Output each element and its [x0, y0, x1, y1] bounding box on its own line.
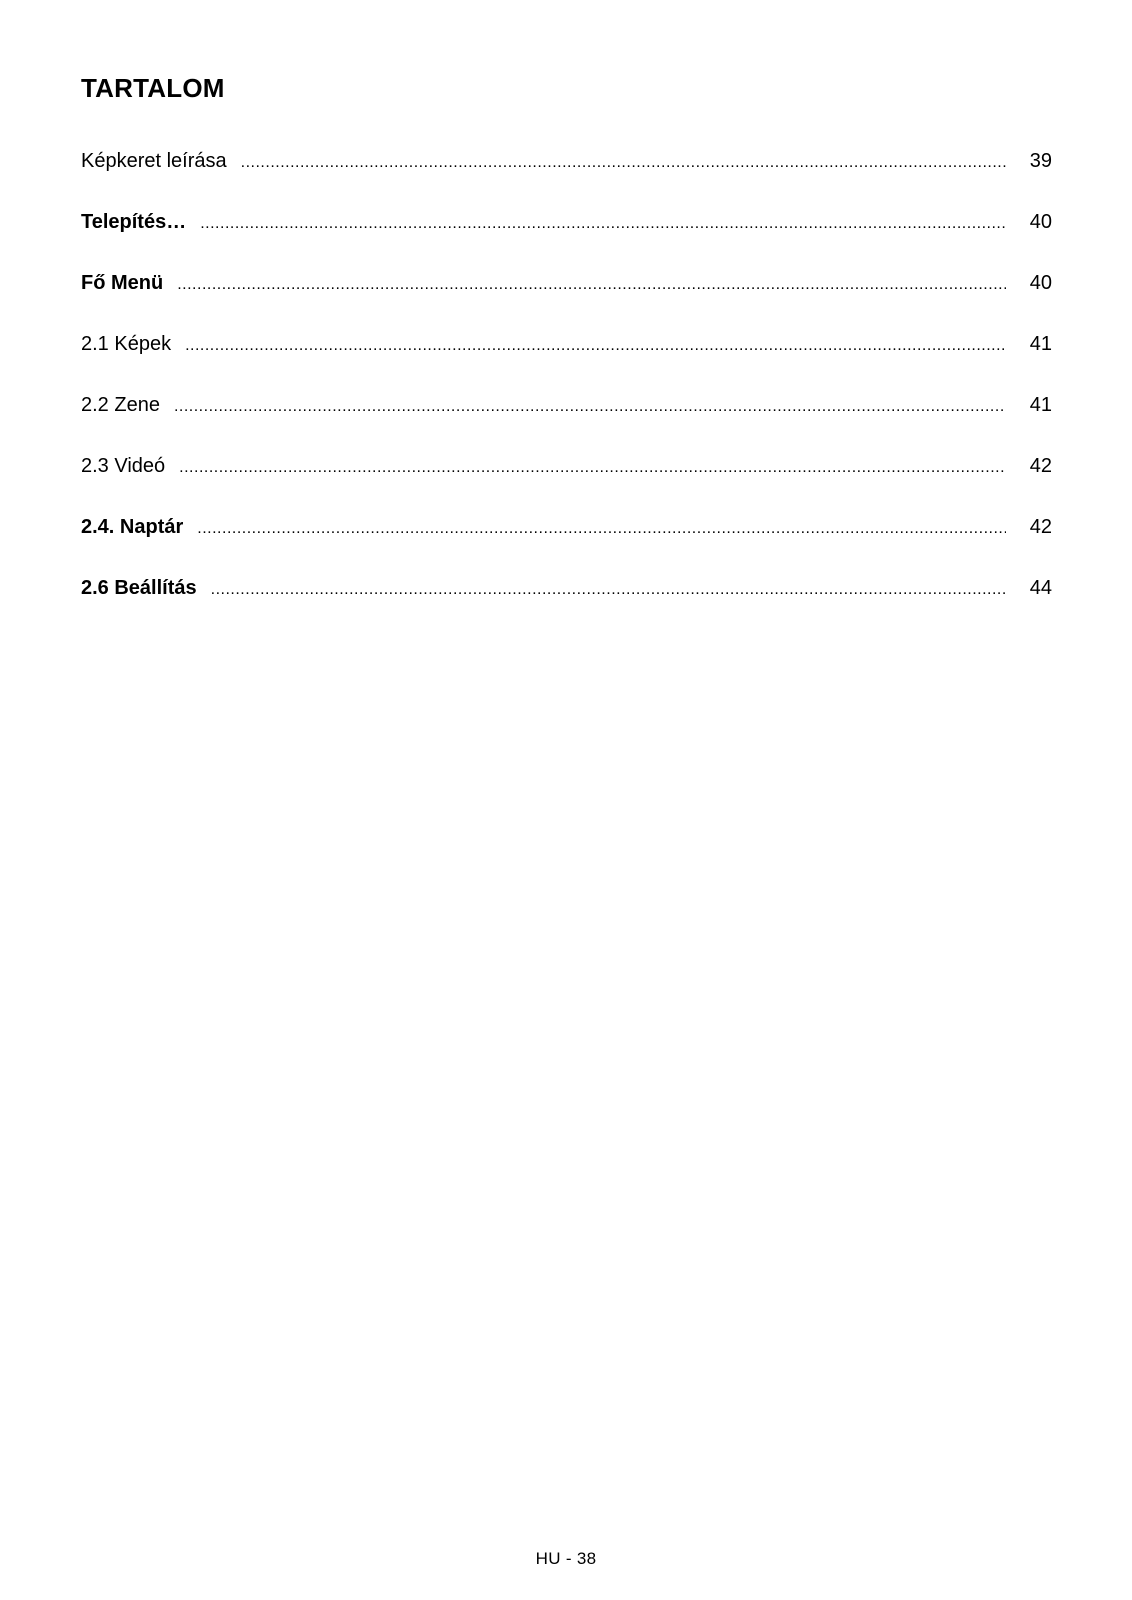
toc-entry-beallitas[interactable]: [81, 577, 1052, 638]
toc-entry-label: Telepítés…: [81, 211, 187, 233]
toc-dot-leader: [177, 276, 1006, 294]
toc-page-number: 42: [1029, 516, 1052, 538]
toc-page-number: 42: [1029, 455, 1052, 477]
toc-dot-leader: [241, 154, 1006, 172]
toc-dot-leader: [211, 581, 1006, 599]
toc-dot-leader: [197, 520, 1006, 538]
toc-entry-label: 2.1 Képek: [81, 333, 172, 355]
table-of-contents: [81, 150, 1052, 638]
toc-entry-label: Képkeret leírása: [81, 150, 227, 172]
toc-dot-leader: [179, 459, 1006, 477]
toc-entry-video[interactable]: [81, 455, 1052, 516]
toc-entry-label: 2.3 Videó: [81, 455, 166, 477]
toc-dot-leader: [185, 337, 1006, 355]
toc-page-number: 41: [1029, 333, 1052, 355]
toc-page-number: 40: [1029, 211, 1052, 233]
toc-entry-label: 2.6 Beállítás: [81, 577, 197, 599]
toc-page-number: 40: [1029, 272, 1052, 294]
toc-dot-leader: [200, 215, 1006, 233]
toc-entry-kepkeret-leirasa[interactable]: [81, 150, 1052, 211]
toc-page-number: 44: [1029, 577, 1052, 599]
toc-entry-fo-menu[interactable]: [81, 272, 1052, 333]
toc-dot-leader: [174, 398, 1006, 416]
toc-entry-label: Fő Menü: [81, 272, 164, 294]
toc-entry-zene[interactable]: [81, 394, 1052, 455]
toc-entry-telepites[interactable]: [81, 211, 1052, 272]
toc-entry-label: 2.2 Zene: [81, 394, 160, 416]
toc-entry-kepek[interactable]: [81, 333, 1052, 394]
page-footer-number: HU - 38: [535, 1549, 597, 1568]
toc-entry-naptar[interactable]: [81, 516, 1052, 577]
toc-page-number: 41: [1029, 394, 1052, 416]
toc-page-number: 39: [1029, 150, 1052, 172]
toc-entry-label: 2.4. Naptár: [81, 516, 184, 538]
page-title: TARTALOM: [81, 73, 225, 103]
